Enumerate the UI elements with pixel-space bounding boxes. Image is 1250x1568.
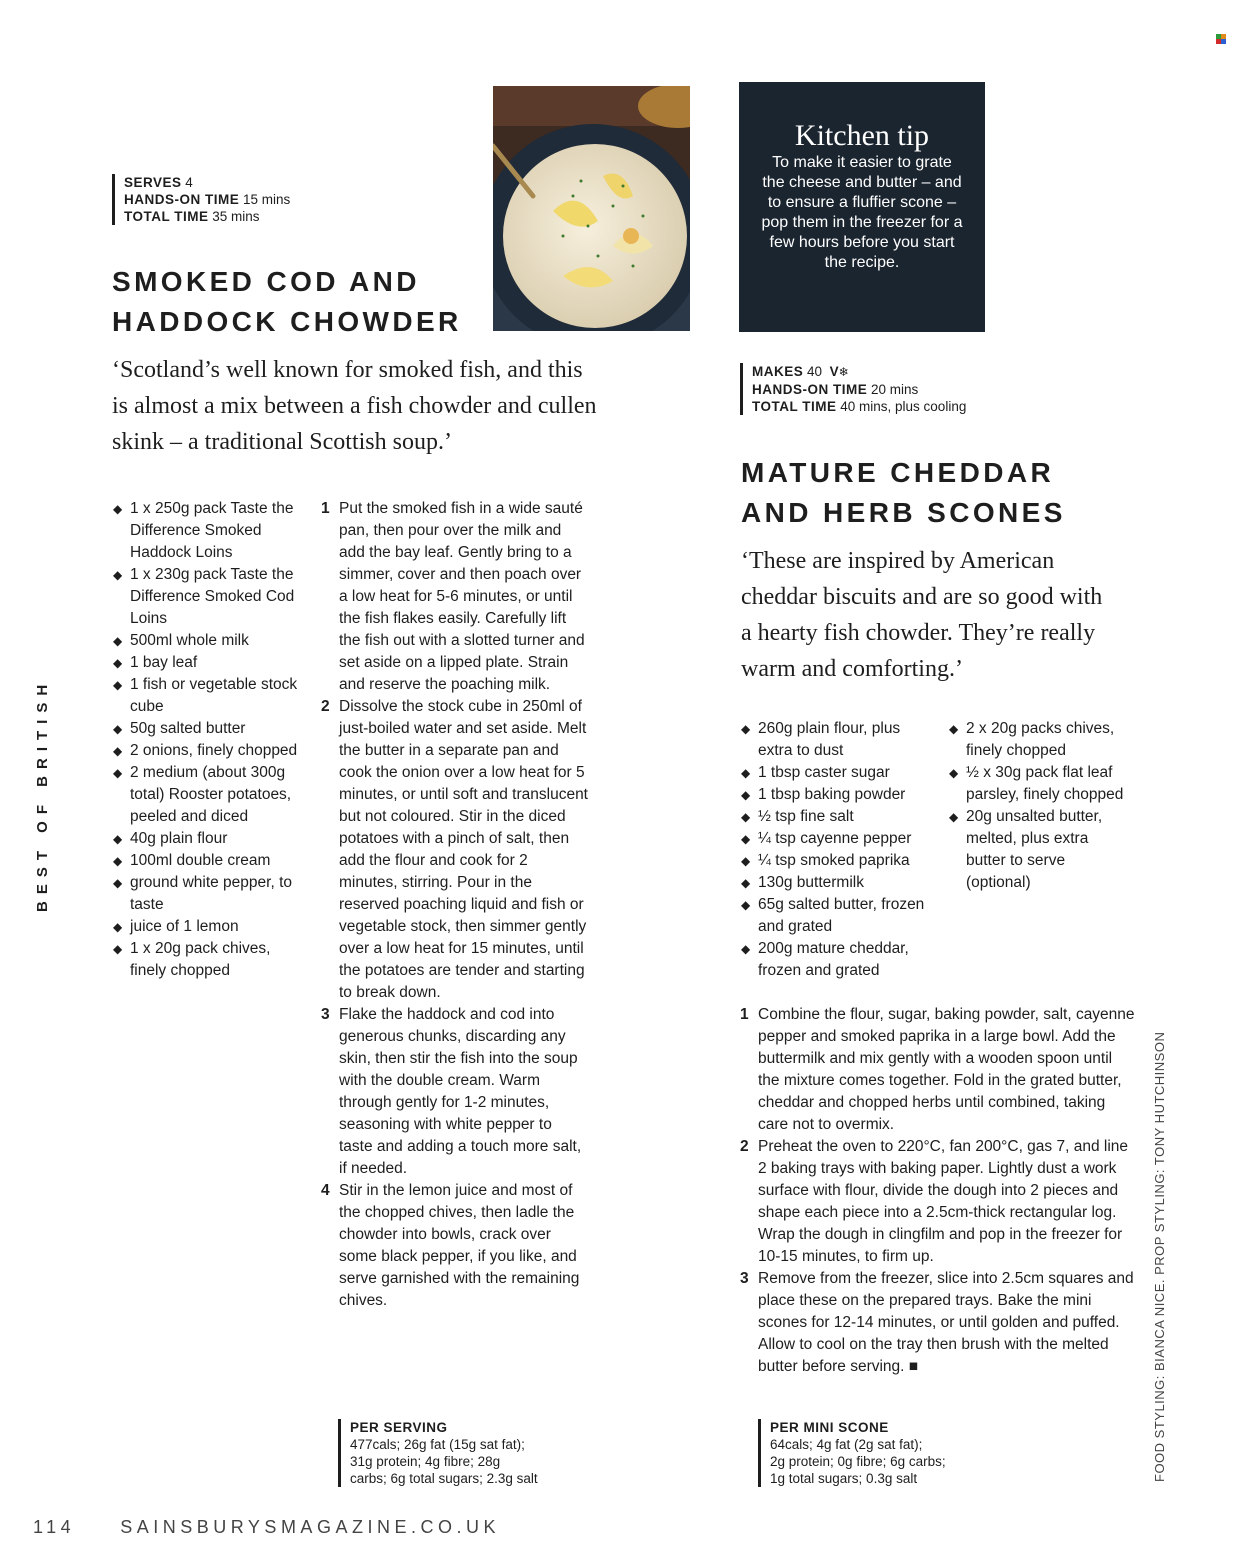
chowder-nutrition <box>338 1419 538 1487</box>
scones-ingredients-col-2 <box>949 718 1129 894</box>
scones-title-line-2: AND HERB SCONES <box>741 497 1066 528</box>
method-step: 4 Stir in the lemon juice and most of the chopped chives, then ladle the chowder into bowls, crack over some black pepper, if you like, and serve garnished with the remaining chives. <box>321 1182 580 1309</box>
total-time-value: 40 mins, plus cooling <box>840 399 967 414</box>
serves-value: 4 <box>185 175 193 190</box>
step-number: 1 <box>321 500 330 517</box>
ingredient-item: ◆ ½ tsp fine salt <box>741 806 931 828</box>
diamond-bullet-icon: ◆ <box>113 744 123 758</box>
ingredient-item: ◆ 1 tbsp baking powder <box>741 784 931 806</box>
chowder-ingredients <box>113 498 301 982</box>
diamond-bullet-icon: ◆ <box>113 876 123 890</box>
nutrition-line: 1g total sugars; 0.3g salt <box>770 1471 918 1486</box>
step-number: 3 <box>321 1006 330 1023</box>
diamond-bullet-icon: ◆ <box>113 656 123 670</box>
step-number: 3 <box>740 1270 749 1287</box>
ingredient-item: ◆ 130g buttermilk <box>741 872 931 894</box>
scones-ingredients-col-1 <box>741 718 931 982</box>
diamond-bullet-icon: ◆ <box>113 568 123 582</box>
method-step: 2 Dissolve the stock cube in 250ml of just-boiled water and set aside. Melt the butter in a separate pan and cook the onion over a low heat for 5 minutes, or until soft and translucent but not coloured. Stir in the diced potatoes with a pinch of salt, then add the flour and cook for 2 minutes, stirring. Pour in the reserved poaching liquid and fish or vegetable stock, then simmer gently over a low heat for 15 minutes, until the potatoes are tender and starting to break down. <box>321 698 588 1001</box>
diamond-bullet-icon: ◆ <box>741 832 751 846</box>
method-step: 1 Put the smoked fish in a wide sauté pan, then pour over the milk and add the bay leaf. Gently bring to a simmer, cover and then poach over a low heat for 5-6 minutes, or until the fish flakes easily. Carefully lift the fish out with a slotted turner and set aside on a lipped plate. Strain and reserve the poaching milk. <box>321 500 585 693</box>
ingredient-item: ◆ 500ml whole milk <box>113 630 301 652</box>
ingredient-item: ◆ 65g salted butter, frozen and grated <box>741 896 925 935</box>
scones-quote: ‘These are inspired by American cheddar biscuits and are so good with a hearty fish chowder. They’re really warm and comforting.’ <box>741 548 1103 682</box>
nutrition-heading: PER SERVING <box>350 1420 448 1435</box>
step-number: 4 <box>321 1182 330 1199</box>
diamond-bullet-icon: ◆ <box>741 854 751 868</box>
diamond-bullet-icon: ◆ <box>113 942 123 956</box>
total-time-label: TOTAL TIME <box>752 399 837 414</box>
vegetarian-icon: V <box>829 364 839 379</box>
method-step: 2 Preheat the oven to 220°C, fan 200°C, gas 7, and line 2 baking trays with baking paper. Lightly dust a work surface with flour, divide the dough into 2 pieces and shape each piece into a 2.5cm-thick rectangular log. Wrap the dough in clingfilm and pop in the freezer for 10-15 minutes, to firm up. <box>740 1138 1129 1265</box>
step-number: 2 <box>740 1138 749 1155</box>
diamond-bullet-icon: ◆ <box>741 898 751 912</box>
ingredient-item: ◆ 1 bay leaf <box>113 652 301 674</box>
ingredient-item: ◆ 1 tbsp caster sugar <box>741 762 931 784</box>
ingredient-item: ◆ 2 onions, finely chopped <box>113 740 301 762</box>
diamond-bullet-icon: ◆ <box>741 788 751 802</box>
diamond-bullet-icon: ◆ <box>113 722 123 736</box>
hands-on-value: 20 mins <box>871 382 919 397</box>
diamond-bullet-icon: ◆ <box>113 502 123 516</box>
diamond-bullet-icon: ◆ <box>113 634 123 648</box>
chowder-meta <box>112 174 290 225</box>
ingredient-item: ◆ 1 x 250g pack Taste the Difference Smoked Haddock Loins <box>113 500 294 561</box>
nutrition-line: 64cals; 4g fat (2g sat fat); <box>770 1437 923 1452</box>
diamond-bullet-icon: ◆ <box>949 722 959 736</box>
nutrition-line: 477cals; 26g fat (15g sat fat); <box>350 1437 525 1452</box>
diamond-bullet-icon: ◆ <box>741 810 751 824</box>
website-url: SAINSBURYSMAGAZINE.CO.UK <box>120 1517 500 1537</box>
chowder-photo <box>493 86 690 331</box>
ingredient-item: ◆ 1 x 20g pack chives, finely chopped <box>113 940 271 979</box>
ingredient-item: ◆ ¼ tsp cayenne pepper <box>741 828 931 850</box>
ingredient-item: ◆ 2 x 20g packs chives, finely chopped <box>949 720 1115 759</box>
kitchen-tip-box <box>739 82 985 332</box>
scones-meta <box>740 363 966 415</box>
kitchen-tip-body: To make it easier to grate the cheese and butter – and to ensure a fluffier scone – pop them in the freezer for a few hours before you start the recipe. <box>761 154 963 271</box>
total-time-value: 35 mins <box>212 209 260 224</box>
chowder-method <box>321 498 589 1312</box>
corner-logo-icon <box>1216 31 1226 41</box>
ingredient-item: ◆ 1 x 230g pack Taste the Difference Smoked Cod Loins <box>113 566 295 627</box>
scones-title-line-1: MATURE CHEDDAR <box>741 457 1055 488</box>
ingredient-item: ◆ juice of 1 lemon <box>113 916 301 938</box>
ingredient-item: ◆ 200g mature cheddar, frozen and grated <box>741 940 909 979</box>
snowflake-icon: ❄ <box>838 365 849 379</box>
diamond-bullet-icon: ◆ <box>113 766 123 780</box>
makes-label: MAKES <box>752 364 804 379</box>
step-number: 1 <box>740 1006 749 1023</box>
hands-on-label: HANDS-ON TIME <box>752 382 868 397</box>
makes-value: 40 <box>807 364 823 379</box>
method-step: 3 Remove from the freezer, slice into 2.5cm squares and place these on the prepared trays. Bake the mini scones for 12-14 minutes, or until golden and puffed. Allow to cool on the tray then brush with the melted butter before serving. ■ <box>740 1270 1134 1375</box>
chowder-title <box>112 262 462 342</box>
chowder-title-line-1: SMOKED COD AND <box>112 266 420 297</box>
diamond-bullet-icon: ◆ <box>113 678 123 692</box>
ingredient-item: ◆ 100ml double cream <box>113 850 301 872</box>
chowder-quote: ‘Scotland’s well known for smoked fish, and this is almost a mix between a fish chowder and cullen skink – a traditional Scottish soup.’ <box>112 357 597 455</box>
scones-title <box>741 453 1066 533</box>
diamond-bullet-icon: ◆ <box>113 854 123 868</box>
serves-label: SERVES <box>124 175 182 190</box>
ingredient-item: ◆ 1 fish or vegetable stock cube <box>113 676 298 715</box>
diamond-bullet-icon: ◆ <box>949 766 959 780</box>
ingredient-item: ◆ 40g plain flour <box>113 828 301 850</box>
ingredient-item: ◆ ground white pepper, to taste <box>113 874 293 913</box>
method-step: 3 Flake the haddock and cod into generous chunks, discarding any skin, then stir the fish into the soup with the double cream. Warm through gently for 1-2 minutes, seasoning with white pepper to taste and adding a touch more salt, if needed. <box>321 1006 582 1177</box>
scones-method <box>740 1004 1135 1378</box>
total-time-label: TOTAL TIME <box>124 209 209 224</box>
kitchen-tip-heading: Kitchen tip <box>794 119 930 152</box>
ingredient-item: ◆ 2 medium (about 300g total) Rooster potatoes, peeled and diced <box>113 764 292 825</box>
chowder-title-line-2: HADDOCK CHOWDER <box>112 306 462 337</box>
nutrition-line: carbs; 6g total sugars; 2.3g salt <box>350 1471 538 1486</box>
hands-on-label: HANDS-ON TIME <box>124 192 240 207</box>
ingredient-item: ◆ ½ x 30g pack flat leaf parsley, finely chopped <box>949 764 1124 803</box>
section-side-label: BEST OF BRITISH <box>34 677 51 912</box>
ingredient-item: ◆ 20g unsalted butter, melted, plus extra butter to serve (optional) <box>949 808 1103 891</box>
photo-credits: FOOD STYLING: BIANCA NICE. PROP STYLING: TONY HUTCHINSON <box>1152 1031 1167 1482</box>
diamond-bullet-icon: ◆ <box>949 810 959 824</box>
diamond-bullet-icon: ◆ <box>741 722 751 736</box>
scones-nutrition <box>758 1419 946 1487</box>
page-footer <box>33 1517 500 1538</box>
ingredient-item: ◆ 260g plain flour, plus extra to dust <box>741 720 901 759</box>
hands-on-value: 15 mins <box>243 192 291 207</box>
diamond-bullet-icon: ◆ <box>113 920 123 934</box>
nutrition-line: 2g protein; 0g fibre; 6g carbs; <box>770 1454 946 1469</box>
ingredient-item: ◆ 50g salted butter <box>113 718 301 740</box>
diamond-bullet-icon: ◆ <box>741 876 751 890</box>
step-number: 2 <box>321 698 330 715</box>
diamond-bullet-icon: ◆ <box>113 832 123 846</box>
nutrition-line: 31g protein; 4g fibre; 28g <box>350 1454 501 1469</box>
diamond-bullet-icon: ◆ <box>741 942 751 956</box>
ingredient-item: ◆ ¼ tsp smoked paprika <box>741 850 931 872</box>
method-step: 1 Combine the flour, sugar, baking powder, salt, cayenne pepper and smoked paprika in a large bowl. Add the buttermilk and mix gently with a wooden spoon until the mixture comes together. Fold in the grated butter, cheddar and chopped herbs until combined, taking care not to overmix. <box>740 1006 1135 1133</box>
page-number: 114 <box>33 1517 76 1537</box>
diamond-bullet-icon: ◆ <box>741 766 751 780</box>
nutrition-heading: PER MINI SCONE <box>770 1420 889 1435</box>
